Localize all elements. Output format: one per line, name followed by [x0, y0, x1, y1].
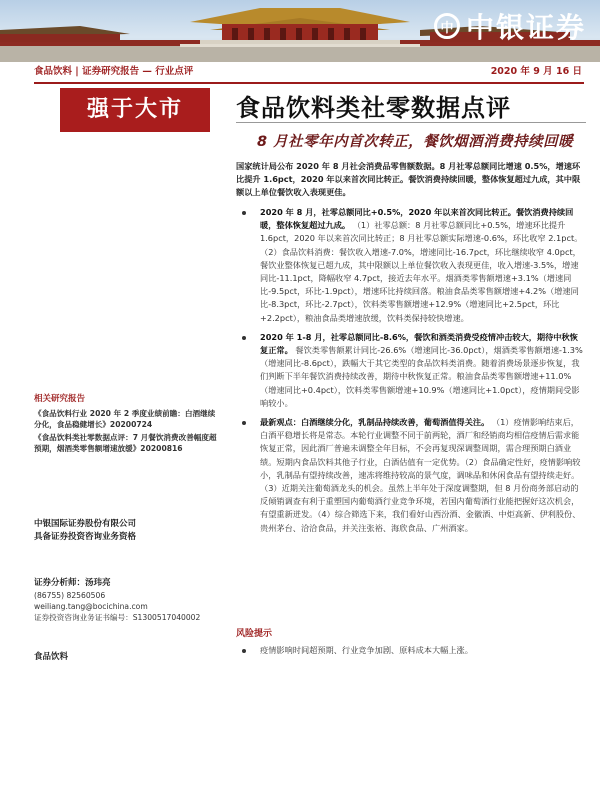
key-points	[236, 206, 584, 541]
bank-logo-icon: 中	[434, 13, 460, 39]
key-point	[236, 416, 584, 535]
summary-paragraph: 国家统计局公布 2020 年 8 月社会消费品零售额数据。8 月社零总额同比增速 0.5%，增速环比提升 1.6pct，2020 年以来首次同比转正。餐饮消费持续回暖，整体恢复超过九成，其中限额以上单位餐饮收入表现更佳。	[236, 161, 581, 197]
key-point-lead: 2020 年 1-8 月，社零总额同比-8.6%，餐饮和酒类消费受疫情冲击较大，期待中秋恢复正常。	[260, 331, 578, 356]
report-header-bar	[34, 64, 584, 84]
risk-item	[236, 644, 584, 657]
bullet-dot-icon	[242, 421, 246, 425]
company-info	[34, 518, 222, 544]
key-point	[236, 206, 584, 325]
risk-point	[236, 644, 584, 663]
related-reports-heading: 相关研究报告	[34, 394, 86, 404]
key-point-lead: 2020 年 8 月，社零总额同比+0.5%，2020 年以来首次同比转正。餐饮消费持续回暖，整体恢复超过九成。	[260, 207, 574, 231]
related-report-link[interactable]: 《食品饮料类社零数据点评：7 月餐饮消费改善幅度超预期，烟酒类零售额增速放缓》20200816	[34, 433, 217, 453]
header-banner	[0, 0, 600, 62]
analyst-phone: (86755) 82560506	[34, 591, 106, 600]
rating-badge: 强于大市	[60, 88, 210, 132]
bullet-dot-icon	[242, 336, 246, 340]
page-title: 食品饮料类社零数据点评	[236, 94, 511, 122]
analyst-info	[34, 578, 222, 623]
related-report-link[interactable]: 《食品饮料行业 2020 年 2 季度业绩前瞻：白酒继续分化，食品稳健增长》20200724	[34, 409, 216, 429]
page-subtitle: 8 月社零年内首次转正，餐饮烟酒消费持续回暖	[257, 134, 574, 150]
related-reports	[34, 392, 222, 456]
brand-name: 中银证券	[465, 11, 586, 44]
bullet-dot-icon	[242, 649, 246, 653]
report-category: 食品饮料 | 证券研究报告 — 行业点评	[34, 66, 194, 77]
company-name: 中银国际证券股份有限公司	[34, 519, 137, 529]
analyst-name: 证券分析师：汤玮亮	[34, 578, 111, 588]
analyst-cert: 证券投资咨询业务证书编号：S1300517040002	[34, 613, 201, 622]
risk-heading: 风险提示	[236, 629, 273, 639]
company-license: 具备证券投资咨询业务资格	[34, 532, 137, 542]
brand-logo	[434, 6, 586, 46]
report-date: 2020 年 9 月 16 日	[490, 66, 582, 77]
industry-label: 食品饮料	[34, 652, 69, 662]
analyst-email[interactable]: weiliang.tang@bocichina.com	[34, 602, 148, 611]
key-point-body: （1）社零总额：8 月社零总额同比+0.5%，增速环比提升 1.6pct，2020 年以来首次同比转正；8 月社零总额实际增速-0.6%，环比收窄 2.1pct。（2）食品饮料消费：餐饮收入增速-7.0%，增速同比-16.7pct，环比继续收窄 4.0pct，餐饮业整体恢复已超九成，其中限额以上单位餐饮收入表现更佳，收入增速-3.5%，增速同比-11.1pct，降幅收窄 4.7pct，接近去年水平。烟酒类零售额增速+3.1%（增速同比-9.5pct，环比-1.9pct），增速环比持续回落。粮油食品类零售额增速+4.2%（增速同比-8.3pct，环比-2.7pct），饮料类零售额增速+12.9%（增速同比+2.5pct，环比+2.2pct），粮油食品类增速放缓，饮料类保持较快增速。	[260, 220, 583, 323]
bullet-dot-icon	[242, 211, 246, 215]
key-point-lead: 最新观点：白酒继续分化，乳制品持续改善，葡萄酒值得关注。	[260, 417, 490, 428]
risk-text: 疫情影响时间超预期、行业竞争加剧、原料成本大幅上涨。	[260, 645, 473, 655]
key-point	[236, 331, 584, 410]
title-divider	[236, 122, 586, 123]
key-point-body: （1）疫情影响结束后，白酒平稳增长将是常态。本轮行业调整不同于前两轮，酒厂和经销商均相信疫情后需求能恢复正常，因此酒厂普遍未调整全年目标，不会再复现深调整周期，需合理预期白酒业绩。短期内食品饮料其他子行业，白酒估值有一定优势。（2）食品确定性好，疫情影响较小，乳制品有望持续改善，速冻将维持较高的景气度，调味品和休闲食品有望持续走好。（3）近期关注葡萄酒龙头的机会。虽然上半年处于深度调整期，但 8 月份商务部启动的反倾销调查有利于重塑国内葡萄酒行业竞争环境，若国内葡萄酒行业能把握好这次机会，有望重新迸发。（4）综合筛选下来，我们看好山西汾酒、金徽酒、中炬高新、伊利股份、贵州茅台、洽洽食品，并关注张裕、海欣食品、广州酒家。	[260, 417, 581, 533]
key-point-body: 餐饮类零售额累计同比-26.6%（增速同比-36.0pct），烟酒类零售额增速-1.3%（增速同比-8.6pct），跌幅大于其它类型的食品饮料类消费。随着消费场景逐步恢复，我们判断下半年餐饮消费持续改善，期待中秋恢复正常。粮油食品类零售额增速+11.0%（增速同比+0.4pct），饮料类零售额增速+10.9%（增速同比+1.0pct），疫情期间受影响较小。	[260, 345, 583, 408]
